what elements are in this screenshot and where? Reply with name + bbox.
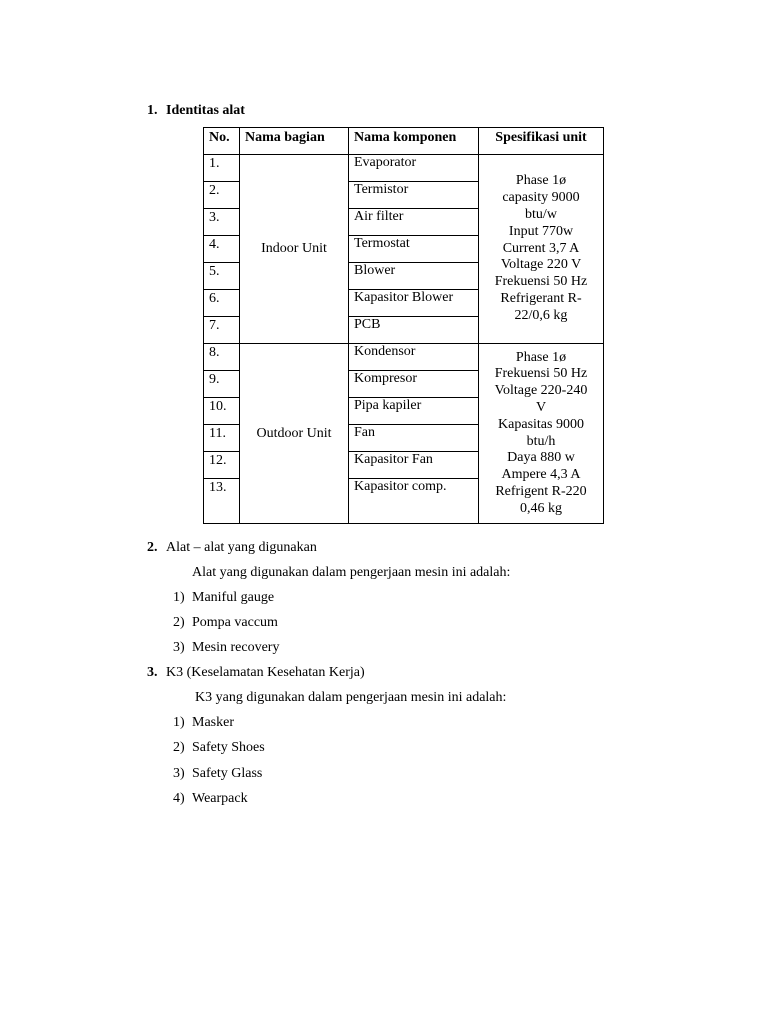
- row-number: 7.: [204, 317, 240, 344]
- spec-line: Refrigerant R-: [500, 290, 582, 306]
- row-number: 1.: [204, 155, 240, 182]
- list-item: [173, 615, 278, 631]
- row-number: 2.: [204, 182, 240, 209]
- row-number: 9.: [204, 371, 240, 398]
- list-item-number: 1): [173, 590, 185, 605]
- component-name: PCB: [349, 317, 479, 344]
- section-3-number: 3.: [147, 665, 158, 680]
- part-name-indoor: Indoor Unit: [240, 155, 349, 344]
- spec-line: capasity 9000: [502, 190, 580, 206]
- list-item-number: 1): [173, 715, 185, 730]
- row-number: 5.: [204, 263, 240, 290]
- component-name: Pipa kapiler: [349, 398, 479, 425]
- section-3-intro: K3 yang digunakan dalam pengerjaan mesin ini adalah:: [195, 690, 507, 705]
- list-item-text: Wearpack: [192, 791, 248, 806]
- spec-line: Refrigent R-220: [495, 483, 587, 499]
- identity-table: [203, 127, 604, 524]
- spec-line: Voltage 220 V: [500, 257, 582, 273]
- row-number: 11.: [204, 425, 240, 452]
- component-name: Fan: [349, 425, 479, 452]
- spec-line: btu/w: [525, 207, 557, 222]
- row-number: 12.: [204, 452, 240, 479]
- list-item: [173, 590, 274, 606]
- list-item-text: Mesin recovery: [192, 640, 280, 655]
- list-item: [173, 640, 279, 656]
- row-number: 6.: [204, 290, 240, 317]
- component-name: Kondensor: [349, 344, 479, 371]
- component-name: Termostat: [349, 236, 479, 263]
- list-item-number: 3): [173, 766, 185, 781]
- list-item-number: 3): [173, 640, 185, 655]
- list-item-text: Pompa vaccum: [192, 615, 278, 630]
- section-2-intro: Alat yang digunakan dalam pengerjaan mesin ini adalah:: [192, 565, 511, 580]
- section-2-title: Alat – alat yang digunakan: [166, 540, 317, 555]
- list-item-number: 2): [173, 740, 185, 755]
- row-number: 10.: [204, 398, 240, 425]
- list-item-number: 2): [173, 615, 185, 630]
- section-3-title: K3 (Keselamatan Kesehatan Kerja): [166, 665, 365, 680]
- part-name-outdoor: Outdoor Unit: [240, 344, 349, 524]
- list-item: [173, 715, 234, 731]
- section-2-number: 2.: [147, 540, 158, 555]
- section-1-number: 1.: [147, 103, 158, 118]
- component-name: Blower: [349, 263, 479, 290]
- spec-line: Phase 1ø: [515, 349, 567, 365]
- table-row: [204, 155, 604, 182]
- table-row: [204, 344, 604, 371]
- section-2-heading: [147, 540, 317, 556]
- section-3-heading: [147, 665, 365, 681]
- list-item-text: Safety Glass: [192, 766, 263, 781]
- spec-line: btu/h: [526, 433, 556, 449]
- spec-line: V: [535, 399, 547, 415]
- spec-line: 22/0,6 kg: [514, 307, 568, 323]
- component-name: Kompresor: [349, 371, 479, 398]
- spec-line: Ampere 4,3 A: [501, 467, 581, 483]
- spec-line: Phase 1ø: [515, 173, 567, 189]
- spec-line: Input 770w: [508, 223, 574, 239]
- row-number: 3.: [204, 209, 240, 236]
- list-item: [173, 740, 265, 756]
- spec-line: Current 3,7 A: [502, 240, 580, 256]
- list-item-text: Safety Shoes: [192, 740, 265, 755]
- spec-line: Frekuensi 50 Hz: [494, 366, 588, 382]
- spec-line: Frekuensi 50 Hz: [494, 274, 588, 290]
- spec-line: Kapasitas 9000: [498, 416, 584, 432]
- row-number: 8.: [204, 344, 240, 371]
- spec-outdoor: [479, 344, 604, 524]
- header-unit-spec: Spesifikasi unit: [479, 128, 604, 155]
- component-name: Kapasitor comp.: [349, 479, 479, 524]
- header-no: No.: [204, 128, 240, 155]
- row-number: 4.: [204, 236, 240, 263]
- spec-line: Voltage 220-240: [494, 383, 588, 399]
- header-part-name: Nama bagian: [240, 128, 349, 155]
- component-name: Air filter: [349, 209, 479, 236]
- header-component-name: Nama komponen: [349, 128, 479, 155]
- row-number: 13.: [204, 479, 240, 524]
- list-item-text: Maniful gauge: [192, 590, 275, 605]
- section-1-title: Identitas alat: [166, 103, 245, 118]
- list-item-text: Masker: [192, 715, 234, 730]
- component-name: Kapasitor Blower: [349, 290, 479, 317]
- table-header-row: [204, 128, 604, 155]
- component-name: Evaporator: [349, 155, 479, 182]
- component-name: Kapasitor Fan: [349, 452, 479, 479]
- spec-line: Daya 880 w: [507, 450, 575, 466]
- list-item: [173, 766, 262, 782]
- section-1-heading: [147, 103, 245, 119]
- spec-line: 0,46 kg: [520, 500, 562, 516]
- spec-indoor: [479, 155, 604, 344]
- list-item-number: 4): [173, 791, 185, 806]
- component-name: Termistor: [349, 182, 479, 209]
- list-item: [173, 791, 248, 807]
